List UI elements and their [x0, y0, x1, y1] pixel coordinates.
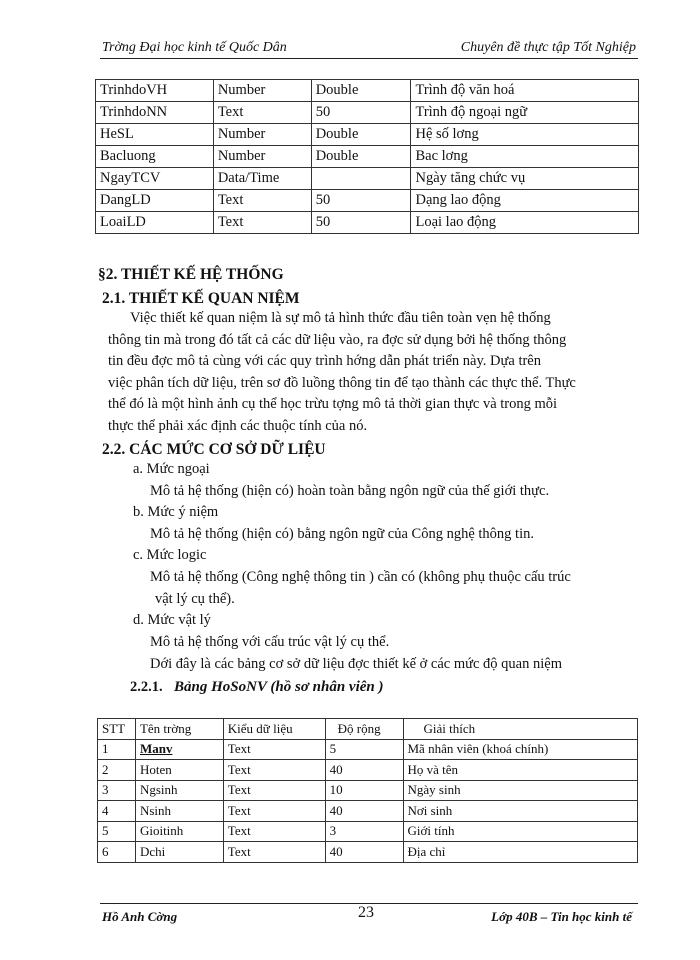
- column-header: STT: [98, 719, 136, 740]
- subsection-title-hosonv: Bảng HoSoNV (hồ sơ nhân viên ): [174, 679, 384, 695]
- table-cell: Ngày sinh: [403, 780, 638, 801]
- table-cell: Dchi: [135, 842, 223, 863]
- table-cell: TrinhdoVH: [96, 80, 214, 102]
- table-cell: HeSL: [96, 124, 214, 146]
- column-header: Giải thích: [403, 719, 638, 740]
- table-cell: Địa chỉ: [403, 842, 638, 863]
- table-row: [96, 124, 639, 146]
- conceptual-paragraph: [108, 308, 633, 437]
- hosonv-table: [97, 718, 638, 863]
- table-row: [98, 842, 638, 863]
- table-cell: 40: [325, 760, 403, 781]
- footer-author: Hồ Anh Cờng: [102, 909, 178, 924]
- table-cell: Text: [223, 821, 325, 842]
- table-cell: Nsinh: [135, 801, 223, 822]
- table-cell: Number: [213, 80, 311, 102]
- table-cell: 10: [325, 780, 403, 801]
- table-cell: Mã nhân viên (khoá chính): [403, 739, 638, 760]
- table-cell: Text: [223, 780, 325, 801]
- level-label: a. Mức ngoại: [133, 461, 210, 477]
- column-header: Tên trờng: [135, 719, 223, 740]
- table-cell: [311, 168, 411, 190]
- table-cell: 50: [311, 190, 411, 212]
- table-cell: 3: [325, 821, 403, 842]
- table-cell: Nơi sinh: [403, 801, 638, 822]
- table-cell: DangLD: [96, 190, 214, 212]
- level-description: Mô tả hệ thống (Công nghệ thông tin ) cần có (không phụ thuộc cấu trúc: [150, 569, 571, 585]
- table-row: [96, 190, 639, 212]
- table-cell: Text: [223, 842, 325, 863]
- level-label: d. Mức vật lý: [133, 612, 211, 628]
- page-number: 23: [358, 904, 374, 921]
- page-footer: [100, 903, 638, 924]
- table-cell: 3: [98, 780, 136, 801]
- table-cell: Double: [311, 146, 411, 168]
- table-row: [98, 760, 638, 781]
- table-row: [96, 212, 639, 234]
- table-cell: 5: [98, 821, 136, 842]
- table-cell: Number: [213, 146, 311, 168]
- paragraph-line: thể đó là một hình ảnh cụ thể học trừu tợng mô tả thời gian thực và trong mỗi: [108, 396, 558, 412]
- table-cell: Trình độ ngoại ngữ: [411, 102, 639, 124]
- table-cell: 2: [98, 760, 136, 781]
- table-row: [98, 739, 638, 760]
- table-cell: Ngày tăng chức vụ: [411, 168, 639, 190]
- table-cell: Number: [213, 124, 311, 146]
- table-cell: 50: [311, 102, 411, 124]
- table-cell: Double: [311, 124, 411, 146]
- table-row: [98, 780, 638, 801]
- column-header: Kiểu dữ liệu: [223, 719, 325, 740]
- table-row: [96, 168, 639, 190]
- closing-sentence: Dới đây là các bảng cơ sở dữ liệu đợc thiết kế ở các mức độ quan niệm: [150, 656, 562, 672]
- table-cell: Text: [223, 801, 325, 822]
- table-cell: Text: [223, 760, 325, 781]
- level-description: Mô tả hệ thống (hiện có) bằng ngôn ngữ của Công nghệ thông tin.: [150, 526, 534, 542]
- table-cell: Họ và tên: [403, 760, 638, 781]
- table-row: [96, 146, 639, 168]
- column-header: Độ rộng: [325, 719, 403, 740]
- table-cell: Hoten: [135, 760, 223, 781]
- table-cell: Hệ số lơng: [411, 124, 639, 146]
- level-label: b. Mức ý niệm: [133, 504, 219, 520]
- table-cell: Dạng lao động: [411, 190, 639, 212]
- level-label: c. Mức logic: [133, 547, 207, 563]
- level-description: vật lý cụ thể).: [155, 591, 235, 607]
- paragraph-line: việc phân tích dữ liệu, trên sơ đồ luồng thông tin để tạo thành các thực thể. Thực: [108, 374, 576, 391]
- paragraph-line: Việc thiết kế quan niệm là sự mô tả hình thức đầu tiên toàn vẹn hệ thống: [130, 310, 551, 326]
- level-description: Mô tả hệ thống (hiện có) hoàn toàn bằng ngôn ngữ của thế giới thực.: [150, 483, 550, 499]
- table-cell: Manv: [135, 739, 223, 760]
- table-cell: Text: [223, 739, 325, 760]
- table-row: [98, 821, 638, 842]
- table-cell: 5: [325, 739, 403, 760]
- paragraph-line: thực thể phải xác định các thuộc tính của nó.: [108, 417, 368, 434]
- table-cell: 1: [98, 739, 136, 760]
- subsection-number: 2.2.1.: [130, 679, 163, 695]
- table-cell: 4: [98, 801, 136, 822]
- table-cell: 6: [98, 842, 136, 863]
- paragraph-line: tin đều đợc mô tả cùng với các quy trình hớng dẫn phát triển này. Dựa trên: [108, 353, 541, 369]
- table-row: [96, 102, 639, 124]
- level-description: Mô tả hệ thống với cấu trúc vật lý cụ thể.: [150, 634, 390, 650]
- table-cell: 40: [325, 842, 403, 863]
- table-cell: Double: [311, 80, 411, 102]
- section-title: §2. THIẾT KẾ HỆ THỐNG: [98, 266, 284, 283]
- subsection-title-conceptual: 2.1. THIẾT KẾ QUAN NIỆM: [102, 290, 300, 307]
- table-cell: LoaiLD: [96, 212, 214, 234]
- subsection-title-levels: 2.2. CÁC MỨC CƠ SỞ DỮ LIỆU: [102, 441, 326, 458]
- table-cell: 50: [311, 212, 411, 234]
- table-cell: Data/Time: [213, 168, 311, 190]
- table-cell: Text: [213, 102, 311, 124]
- footer-class: Lớp 40B – Tin học kinh tế: [491, 909, 632, 924]
- header-school: Trờng Đại học kinh tế Quốc Dân: [102, 40, 287, 55]
- table-row: [98, 801, 638, 822]
- table-cell: Giới tính: [403, 821, 638, 842]
- page-header: [100, 40, 638, 59]
- table-cell: Bac lơng: [411, 146, 639, 168]
- table-cell: Gioitinh: [135, 821, 223, 842]
- paragraph-line: thông tin mà trong đó tất cả các dữ liệu vào, ra đợc sử dụng bởi hệ thống thông: [108, 331, 567, 348]
- table-cell: Text: [213, 190, 311, 212]
- table-cell: Trình độ văn hoá: [411, 80, 639, 102]
- table-cell: Ngsinh: [135, 780, 223, 801]
- table-cell: 40: [325, 801, 403, 822]
- fields-table-continued: [95, 79, 639, 234]
- table-cell: Text: [213, 212, 311, 234]
- table-row: [96, 80, 639, 102]
- table-cell: NgayTCV: [96, 168, 214, 190]
- table-cell: Loại lao động: [411, 212, 639, 234]
- table-header-row: [98, 719, 638, 740]
- table-cell: TrinhdoNN: [96, 102, 214, 124]
- header-report-title: Chuyên đề thực tập Tốt Nghiệp: [460, 40, 636, 55]
- table-cell: Bacluong: [96, 146, 214, 168]
